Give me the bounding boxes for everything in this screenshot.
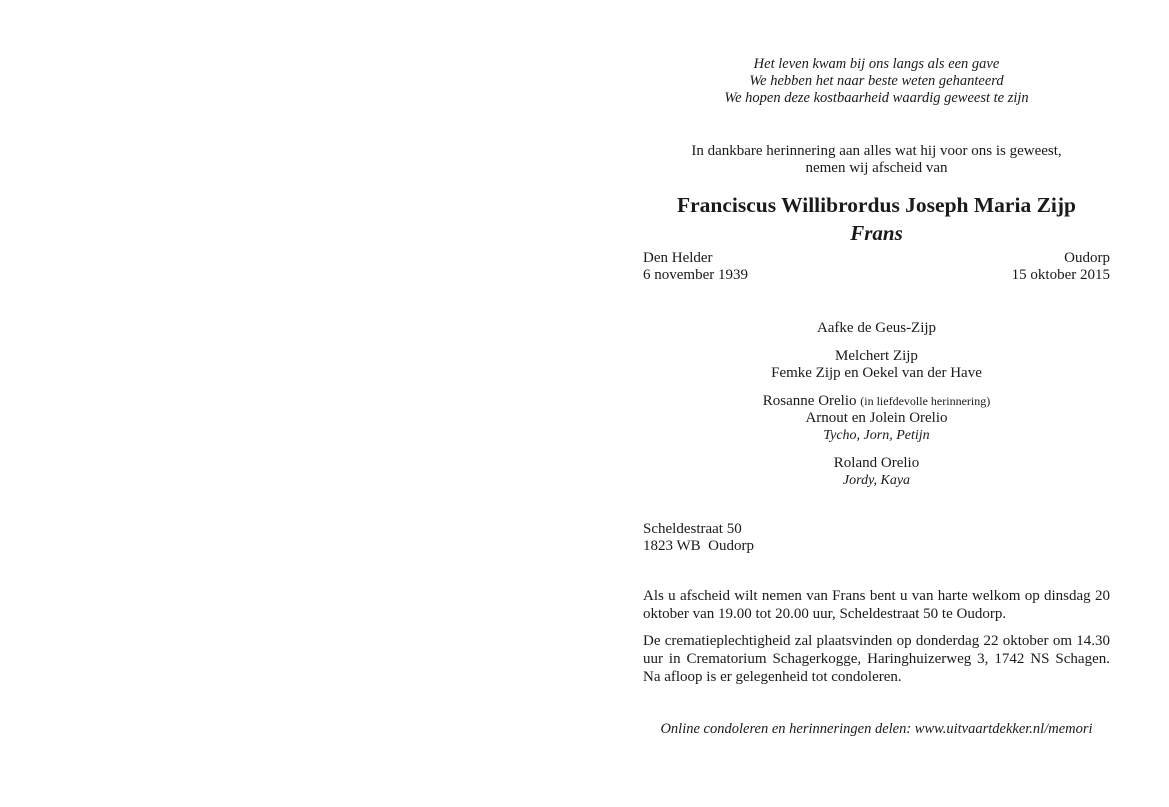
visitation-text: Als u afscheid wilt nemen van Frans bent u van harte welkom op dinsdag 20 oktober van 19.00 tot 20.00 uur, Scheldestraat 50 te Oudorp. [643, 588, 1110, 622]
intro-line: In dankbare herinnering aan alles wat hij voor ons is geweest, [691, 143, 1062, 159]
grandchildren: Jordy, Kaya [842, 473, 911, 488]
poem-line: We hopen deze kostbaarheid waardig geweest te zijn [724, 90, 1029, 106]
ceremony-text: De crematieplechtigheid zal plaatsvinden op donderdag 22 oktober om 14.30 uur in Crematorium Schagerkogge, Haringhuizerweg 3, 1742 NS Schagen. Na afloop is er gelegenheid tot condoleren. [643, 633, 1110, 685]
family-list [643, 320, 1110, 489]
family-member: Femke Zijp en Oekel van der Have [771, 365, 982, 381]
family-member-with-note [643, 393, 1110, 410]
memorial-note: (in liefdevolle herinnering) [860, 394, 991, 408]
family-group [643, 393, 1110, 444]
family-member: Rosanne Orelio [762, 393, 857, 409]
life-dates [643, 250, 1110, 284]
family-group [643, 320, 1110, 337]
poem-line: Het leven kwam bij ons langs als een gave [753, 56, 1000, 72]
death-date: 15 oktober 2015 [1011, 267, 1110, 283]
birth-info [643, 250, 748, 284]
poem [643, 56, 1110, 107]
birth-place: Den Helder [643, 250, 713, 266]
deceased-full-name: Franciscus Willibrordus Joseph Maria Zijp [677, 193, 1076, 217]
family-member: Arnout en Jolein Orelio [805, 410, 948, 426]
poem-line: We hebben het naar beste weten gehanteerd [749, 73, 1004, 89]
address-street: Scheldestraat 50 [643, 521, 742, 537]
family-group [643, 348, 1110, 382]
family-member: Roland Orelio [833, 455, 920, 471]
family-group [643, 455, 1110, 489]
intro-text [643, 143, 1110, 177]
family-member: Aafke de Geus-Zijp [816, 320, 937, 336]
online-condolence-text: Online condoleren en herinneringen delen: www.uitvaartdekker.nl/memori [660, 721, 1093, 737]
birth-date: 6 november 1939 [643, 267, 748, 283]
grandchildren: Tycho, Jorn, Petijn [823, 428, 930, 443]
deceased-nickname: Frans [850, 221, 903, 245]
intro-line: nemen wij afscheid van [805, 160, 948, 176]
address-city: 1823 WB Oudorp [643, 538, 754, 554]
family-member: Melchert Zijp [835, 348, 918, 364]
death-info [1012, 250, 1110, 284]
home-address [643, 521, 1110, 555]
death-place: Oudorp [1064, 250, 1110, 266]
memorial-card [643, 56, 1110, 738]
